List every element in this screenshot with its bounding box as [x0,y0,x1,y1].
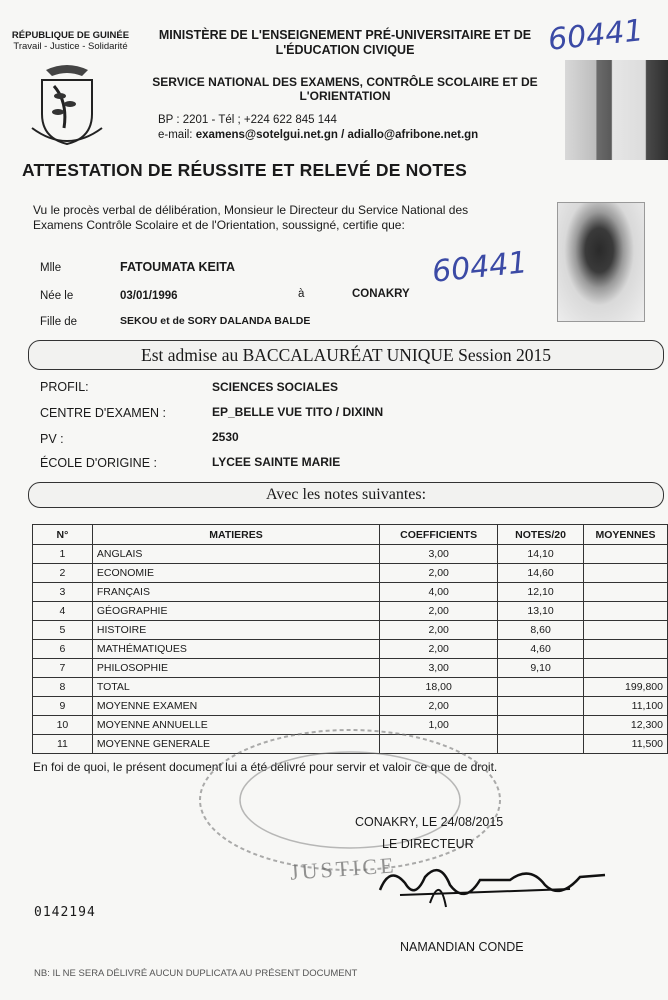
signer-role: LE DIRECTEUR [382,837,474,851]
at-label: à [298,288,305,300]
row-number-cell: 5 [33,621,93,640]
coefficient-cell: 3,00 [380,659,498,678]
pv-value: 2530 [212,430,239,444]
email-line [158,128,478,143]
table-header-row [33,525,668,545]
serial-number: 0142194 [34,905,96,920]
coefficient-cell: 2,00 [380,640,498,659]
service-name: SERVICE NATIONAL DES EXAMENS, CONTRÔLE SCOLAIRE ET DE L'ORIENTATION [152,75,538,103]
document-title: ATTESTATION DE RÉUSSITE ET RELEVÉ DE NOTES [22,160,467,180]
country-motto: Travail - Justice - Solidarité [13,41,128,52]
average-cell [584,545,668,564]
place-and-date: CONAKRY, LE 24/08/2015 [355,815,504,829]
row-number-cell: 7 [33,659,93,678]
signer-name: NAMANDIAN CONDE [400,940,524,954]
candidate-name: FATOUMATA KEITA [120,260,236,274]
table-row [33,602,668,621]
photocopy-artifact [565,60,668,160]
subject-cell: MOYENNE ANNUELLE [92,716,379,735]
average-cell: 12,300 [584,716,668,735]
ecole-label: ÉCOLE D'ORIGINE : [40,456,157,470]
row-number-cell: 8 [33,678,93,697]
birth-label: Née le [40,290,74,302]
header-notes: NOTES/20 [498,525,584,545]
subject-cell: ECONOMIE [92,564,379,583]
header-number: N° [33,525,93,545]
header-subjects: MATIERES [92,525,379,545]
row-number-cell: 2 [33,564,93,583]
handwritten-number-mid: 60441 [430,245,530,290]
note-cell: 8,60 [498,621,584,640]
coefficient-cell: 18,00 [380,678,498,697]
row-number-cell: 6 [33,640,93,659]
row-number-cell: 10 [33,716,93,735]
average-cell [584,659,668,678]
header-coefficients: COEFFICIENTS [380,525,498,545]
centre-value: EP_BELLE VUE TITO / DIXINN [212,405,384,419]
email-prefix: e-mail: [158,129,196,141]
candidate-photo [557,202,645,322]
contact-line: BP : 2201 - Tél ; +224 622 845 144 [158,114,337,126]
average-cell [584,583,668,602]
average-cell [584,564,668,583]
country-name: RÉPUBLIQUE DE GUINÉE [11,30,130,41]
email-addresses: examens@sotelgui.net.gn / adiallo@afribone.net.gn [195,129,479,141]
coefficient-cell: 2,00 [380,697,498,716]
closing-statement: En foi de quoi, le présent document lui a été délivré pour servir et valoir ce que de droit. [33,760,498,774]
table-row [33,564,668,583]
subject-cell: MOYENNE GENERALE [92,735,379,754]
header-averages: MOYENNES [584,525,668,545]
certification-text: Vu le procès verbal de délibération, Monsieur le Directeur du Service National des Examens Contrôle Scolaire et de l'Orientation, soussigné, certifie que: [33,203,469,232]
row-number-cell: 9 [33,697,93,716]
subject-cell: GÉOGRAPHIE [92,602,379,621]
birth-date: 03/01/1996 [120,290,178,302]
birth-place: CONAKRY [352,288,410,300]
title-label: Mlle [40,262,62,274]
average-cell: 199,800 [584,678,668,697]
pv-label: PV : [40,432,64,446]
table-row [33,697,668,716]
subject-cell: MOYENNE EXAMEN [92,697,379,716]
table-row [33,583,668,602]
notes-banner: Avec les notes suivantes: [28,482,664,508]
table-row [33,545,668,564]
coat-of-arms-icon [28,62,106,146]
coefficient-cell: 1,00 [380,716,498,735]
average-cell: 11,100 [584,697,668,716]
average-cell: 11,500 [584,735,668,754]
coefficient-cell: 2,00 [380,602,498,621]
row-number-cell: 3 [33,583,93,602]
coefficient-cell: 3,00 [380,545,498,564]
stamp-text: JUSTICE [289,852,398,885]
row-number-cell: 1 [33,545,93,564]
handwritten-number-top: 60441 [546,13,646,58]
admission-banner: Est admise au BACCALAURÉAT UNIQUE Session 2015 [28,340,664,370]
table-row [33,640,668,659]
subject-cell: ANGLAIS [92,545,379,564]
footnote: NB: IL NE SERA DÉLIVRÉ AUCUN DUPLICATA AU PRÉSENT DOCUMENT [34,968,358,979]
subject-cell: FRANÇAIS [92,583,379,602]
subject-cell: TOTAL [92,678,379,697]
note-cell: 13,10 [498,602,584,621]
contact-block [158,113,478,143]
subject-cell: PHILOSOPHIE [92,659,379,678]
note-cell [498,678,584,697]
row-number-cell: 11 [33,735,93,754]
coefficient-cell: 4,00 [380,583,498,602]
ministry-name: MINISTÈRE DE L'ENSEIGNEMENT PRÉ-UNIVERSITAIRE ET DE L'ÉDUCATION CIVIQUE [158,28,532,57]
parents-names: SEKOU et de SORY DALANDA BALDE [120,315,311,327]
note-cell: 14,10 [498,545,584,564]
centre-label: CENTRE D'EXAMEN : [40,406,167,420]
coefficient-cell: 2,00 [380,621,498,640]
note-cell: 4,60 [498,640,584,659]
ecole-value: LYCEE SAINTE MARIE [212,455,341,469]
subject-cell: HISTOIRE [92,621,379,640]
subject-cell: MATHÉMATIQUES [92,640,379,659]
table-row [33,659,668,678]
average-cell [584,640,668,659]
note-cell [498,697,584,716]
table-row [33,621,668,640]
country-header [8,30,133,52]
note-cell: 12,10 [498,583,584,602]
director-signature [370,855,610,910]
note-cell: 9,10 [498,659,584,678]
coefficient-cell: 2,00 [380,564,498,583]
profil-label: PROFIL: [40,380,89,394]
average-cell [584,602,668,621]
parent-label: Fille de [40,316,78,328]
table-row [33,678,668,697]
row-number-cell: 4 [33,602,93,621]
average-cell [584,621,668,640]
profil-value: SCIENCES SOCIALES [212,380,339,394]
note-cell: 14,60 [498,564,584,583]
